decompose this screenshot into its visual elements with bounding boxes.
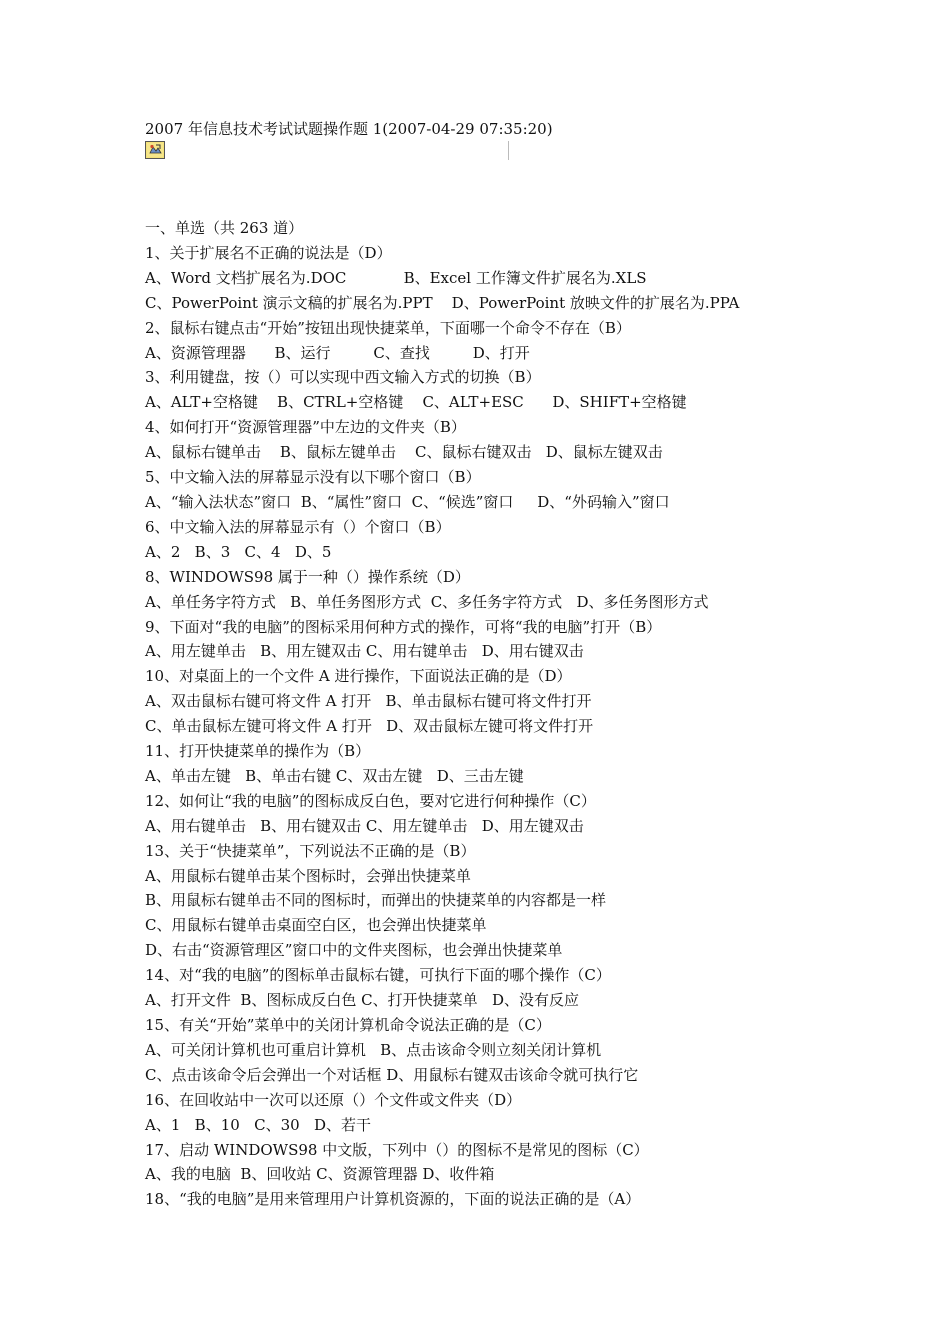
answer-options: A、“输入法状态”窗口 B、“属性”窗口 C、“候选”窗口 D、“外码输入”窗口 (145, 492, 670, 511)
answer-options: A、用左键单击 B、用左键双击 C、用右键单击 D、用右键双击 (145, 642, 584, 661)
document-title: 2007 年信息技术考试试题操作题 1(2007-04-29 07:35:20) (145, 120, 553, 138)
question-text: 6、中文输入法的屏幕显示有（）个窗口（B） (145, 517, 451, 536)
question-text: 12、如何让“我的电脑”的图标成反白色，要对它进行何种操作（C） (145, 791, 596, 810)
answer-options: A、用右键单击 B、用右键双击 C、用左键单击 D、用左键双击 (145, 816, 584, 835)
answer-options: C、用鼠标右键单击桌面空白区，也会弹出快捷菜单 (145, 916, 487, 935)
answer-options: A、双击鼠标右键可将文件 A 打开 B、单击鼠标右键可将文件打开 (145, 692, 592, 711)
answer-options: C、PowerPoint 演示文稿的扩展名为.PPT D、PowerPoint 放映文件的扩展名为.PPA (145, 293, 740, 312)
question-text: 2、鼠标右键点击“开始”按钮出现快捷菜单，下面哪一个命令不存在（B） (145, 318, 631, 337)
question-text: 10、对桌面上的一个文件 A 进行操作，下面说法正确的是（D） (145, 667, 572, 686)
question-text: 15、有关“开始”菜单中的关闭计算机命令说法正确的是（C） (145, 1016, 551, 1034)
answer-options: C、点击该命令后会弹出一个对话框 D、用鼠标右键双击该命令就可执行它 (145, 1065, 639, 1084)
question-text: 8、WINDOWS98 属于一种（）操作系统（D） (145, 567, 470, 586)
answer-options: A、1 B、10 C、30 D、若干 (145, 1115, 371, 1134)
answer-options: A、单击左键 B、单击右键 C、双击左键 D、三击左键 (145, 766, 524, 785)
question-text: 17、启动 WINDOWS98 中文版，下列中（）的图标不是常见的图标（C） (145, 1140, 649, 1159)
answer-options: C、单击鼠标左键可将文件 A 打开 D、双击鼠标左键可将文件打开 (145, 717, 594, 736)
question-text: 1、关于扩展名不正确的说法是（D） (145, 243, 392, 262)
section-heading: 一、单选（共 263 道） (145, 219, 304, 237)
answer-options: A、打开文件 B、图标成反白色 C、打开快捷菜单 D、没有反应 (145, 991, 579, 1010)
question-list (145, 216, 845, 1212)
answer-options: A、单任务字符方式 B、单任务图形方式 C、多任务字符方式 D、多任务图形方式 (145, 592, 709, 611)
answer-options: A、Word 文档扩展名为.DOC B、Excel 工作簿文件扩展名为.XLS (145, 268, 647, 287)
image-placeholder-icon (145, 141, 165, 159)
question-text: 5、中文输入法的屏幕显示没有以下哪个窗口（B） (145, 468, 481, 487)
answer-options: D、右击“资源管理区”窗口中的文件夹图标，也会弹出快捷菜单 (145, 941, 563, 960)
divider (508, 141, 509, 160)
question-text: 18、“我的电脑”是用来管理用户计算机资源的，下面的说法正确的是（A） (145, 1190, 641, 1209)
question-text: 14、对“我的电脑”的图标单击鼠标右键，可执行下面的哪个操作（C） (145, 966, 611, 985)
question-text: 16、在回收站中一次可以还原（）个文件或文件夹（D） (145, 1090, 522, 1109)
answer-options: A、我的电脑 B、回收站 C、资源管理器 D、收件箱 (145, 1165, 495, 1184)
answer-options: B、用鼠标右键单击不同的图标时，而弹出的快捷菜单的内容都是一样 (145, 891, 607, 910)
answer-options: A、资源管理器 B、运行 C、查找 D、打开 (145, 343, 530, 362)
answer-options: A、用鼠标右键单击某个图标时，会弹出快捷菜单 (145, 866, 471, 885)
answer-options: A、鼠标右键单击 B、鼠标左键单击 C、鼠标右键双击 D、鼠标左键双击 (145, 443, 663, 462)
answer-options: A、ALT+空格键 B、CTRL+空格键 C、ALT+ESC D、SHIFT+空格键 (145, 393, 687, 412)
question-text: 3、利用键盘，按（）可以实现中西文输入方式的切换（B） (145, 368, 541, 387)
question-text: 11、打开快捷菜单的操作为（B） (145, 742, 371, 761)
answer-options: A、2 B、3 C、4 D、5 (145, 542, 332, 561)
question-text: 4、如何打开“资源管理器”中左边的文件夹（B） (145, 418, 466, 437)
question-text: 9、下面对“我的电脑”的图标采用何种方式的操作，可将“我的电脑”打开（B） (145, 617, 662, 636)
question-text: 13、关于“快捷菜单”，下列说法不正确的是（B） (145, 841, 476, 860)
answer-options: A、可关闭计算机也可重启计算机 B、点击该命令则立刻关闭计算机 (145, 1040, 602, 1059)
